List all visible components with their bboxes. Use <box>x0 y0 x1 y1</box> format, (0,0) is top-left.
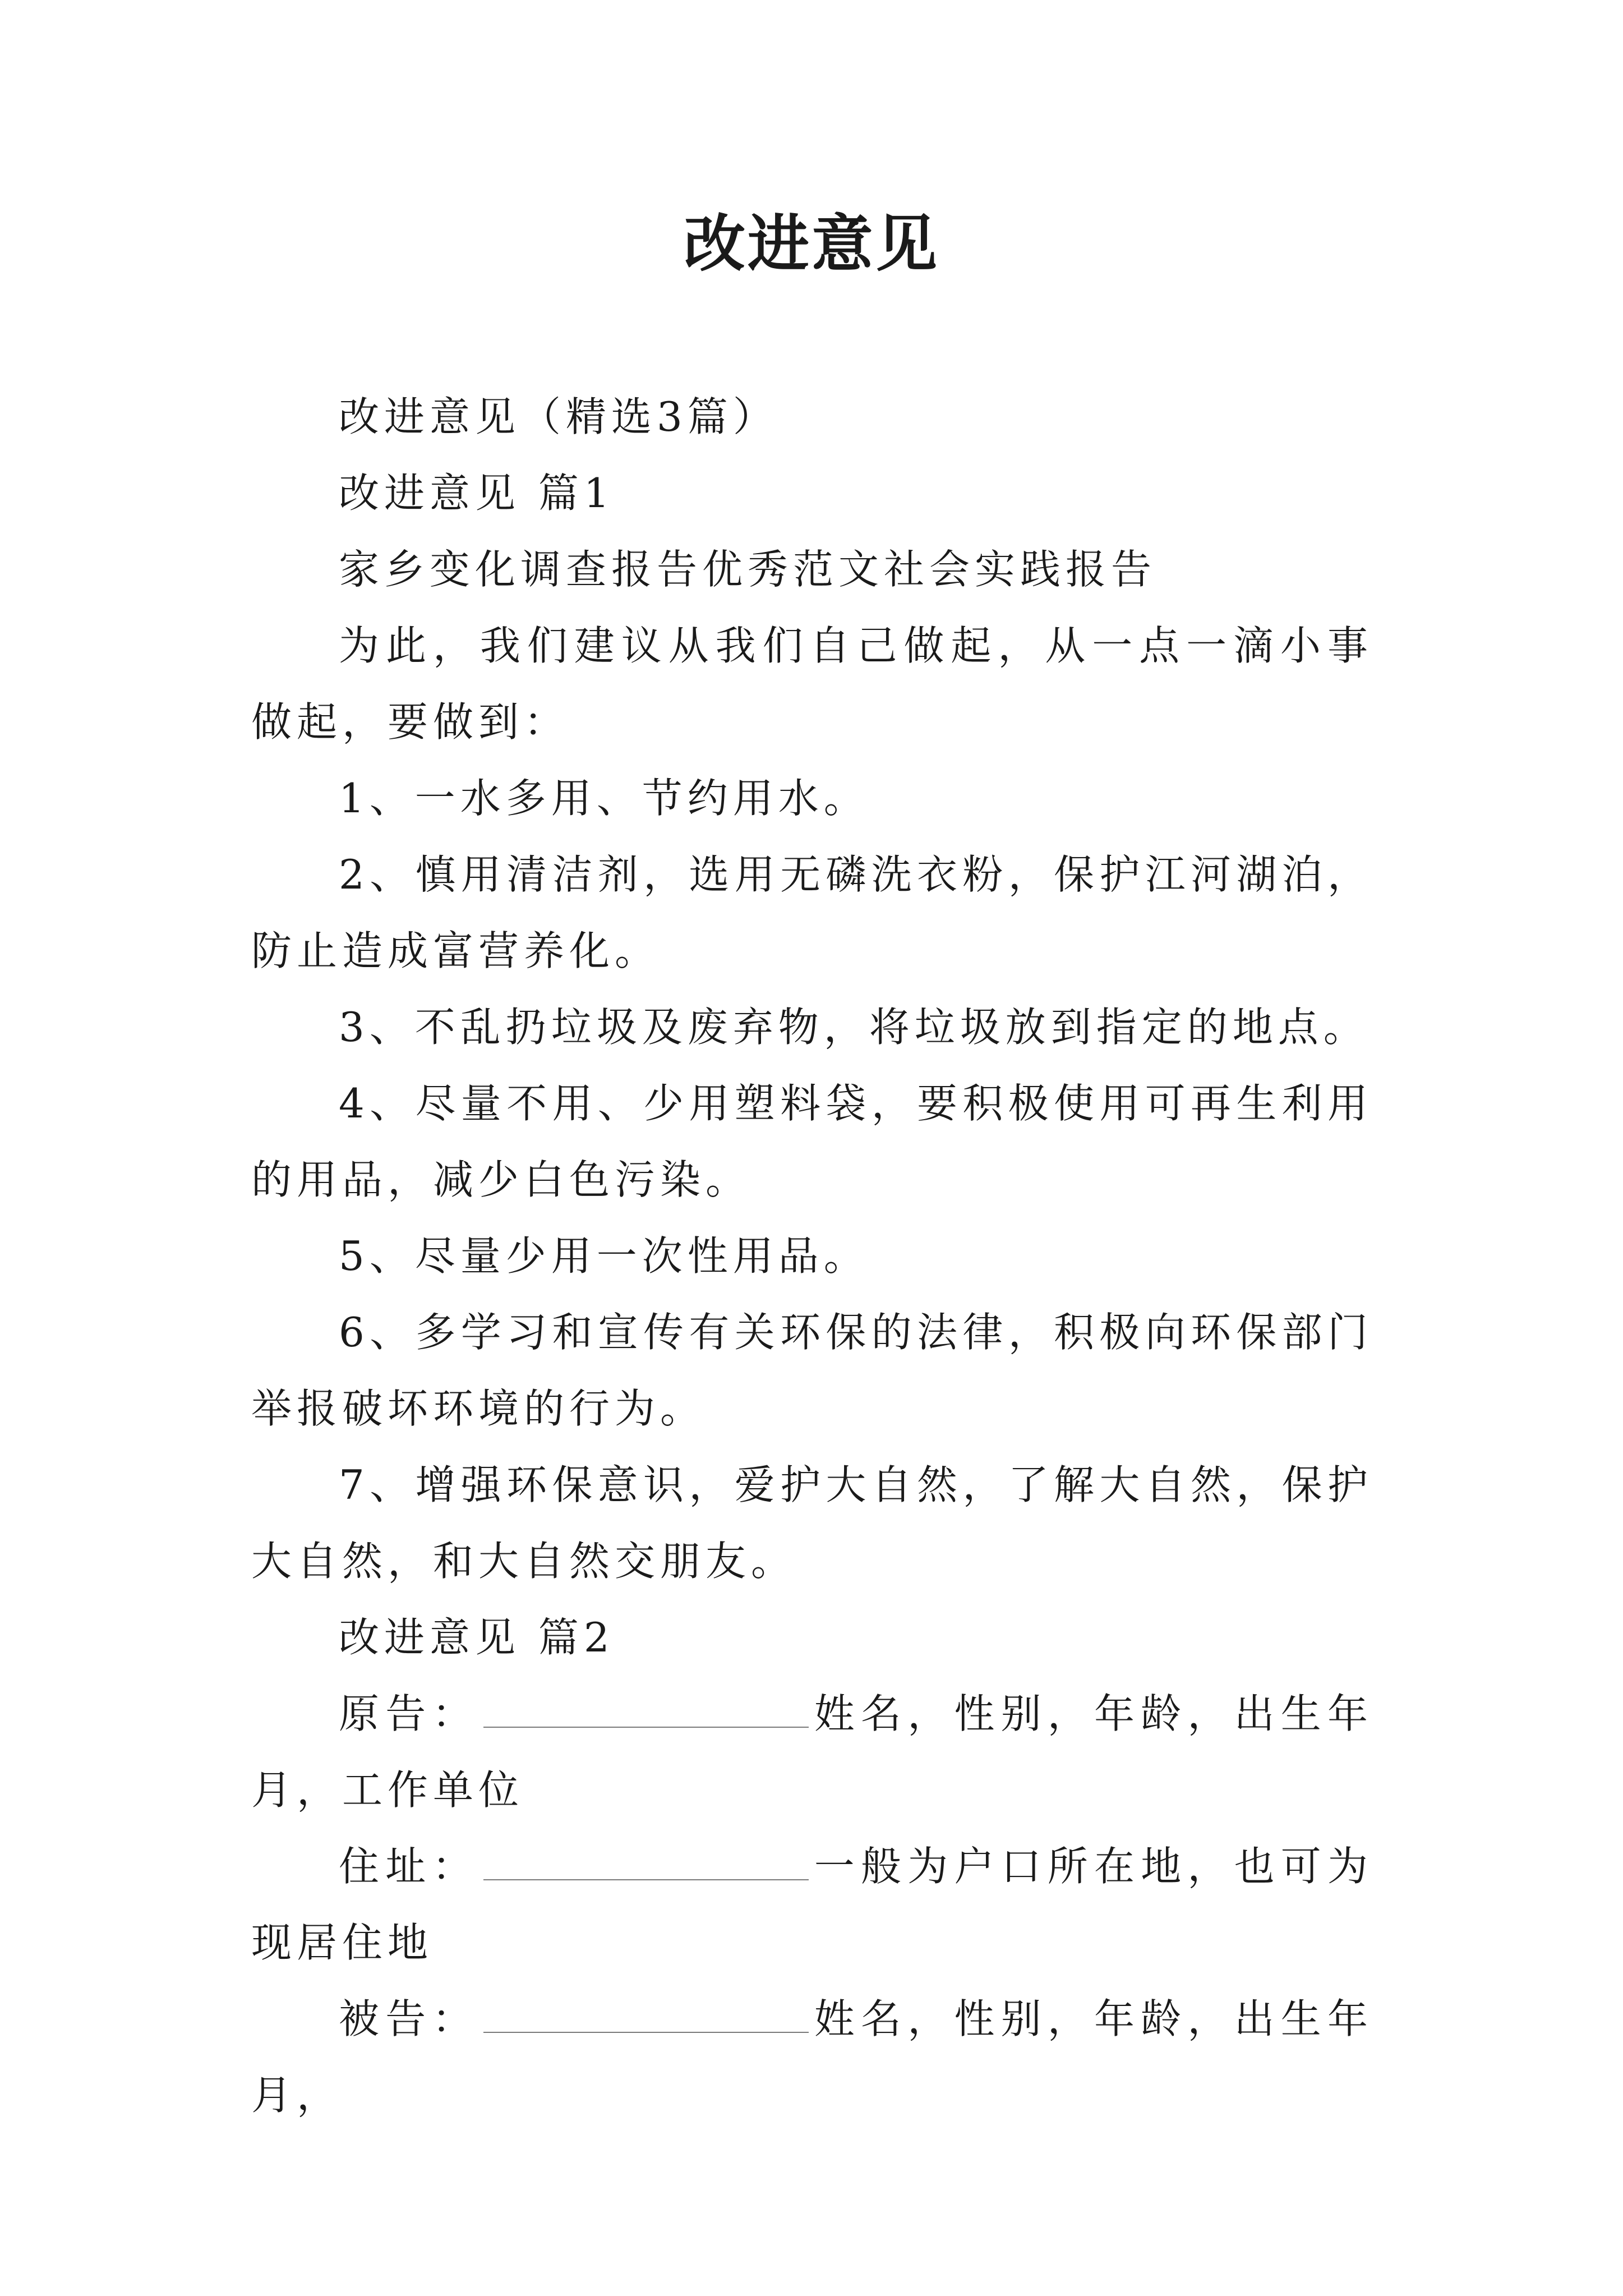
list-item-3: 3、不乱扔垃圾及废弃物，将垃圾放到指定的地点。 <box>339 1004 1369 1051</box>
paragraph-section-1-heading: 改进意见 篇1 <box>339 470 615 517</box>
address-blank-line <box>483 1846 809 1880</box>
address-description: 一般为户口所在地，也可为现居住地 <box>251 1843 1373 1966</box>
address-label: 住址： <box>339 1843 479 1890</box>
form-line-plaintiff <box>251 1676 1373 1828</box>
defendant-blank-line <box>483 1998 809 2033</box>
defendant-label: 被告： <box>339 1995 479 2042</box>
defendant-description: 姓名，性别，年龄，出生年月， <box>251 1995 1373 2119</box>
plaintiff-blank-line <box>483 1693 809 1728</box>
document-body <box>251 379 1373 2133</box>
plaintiff-description: 姓名，性别，年龄，出生年月，工作单位 <box>251 1690 1373 1814</box>
list-item-4: 4、尽量不用、少用塑料袋，要积极使用可再生利用的用品，减少白色污染。 <box>251 1080 1373 1203</box>
list-item-6: 6、多学习和宣传有关环保的法律，积极向环保部门举报破坏环境的行为。 <box>251 1309 1373 1432</box>
form-line-defendant <box>251 1981 1373 2133</box>
list-item-2: 2、慎用清洁剂，选用无磷洗衣粉，保护江河湖泊，防止造成富营养化。 <box>251 851 1373 974</box>
paragraph-section-2-heading: 改进意见 篇2 <box>339 1614 615 1661</box>
list-item-5: 5、尽量少用一次性用品。 <box>339 1232 869 1280</box>
form-line-address <box>251 1828 1373 1981</box>
paragraph-intro: 为此，我们建议从我们自己做起，从一点一滴小事做起，要做到： <box>251 622 1373 746</box>
list-item-1: 1、一水多用、节约用水。 <box>339 775 869 822</box>
list-item-7: 7、增强环保意识，爱护大自然，了解大自然，保护大自然，和大自然交朋友。 <box>251 1461 1373 1585</box>
paragraph-collection-heading: 改进意见（精选3篇） <box>339 393 778 440</box>
document-title: 改进意见 <box>684 208 939 280</box>
plaintiff-label: 原告： <box>339 1690 479 1737</box>
paragraph-report-title: 家乡变化调查报告优秀范文社会实践报告 <box>339 546 1157 593</box>
